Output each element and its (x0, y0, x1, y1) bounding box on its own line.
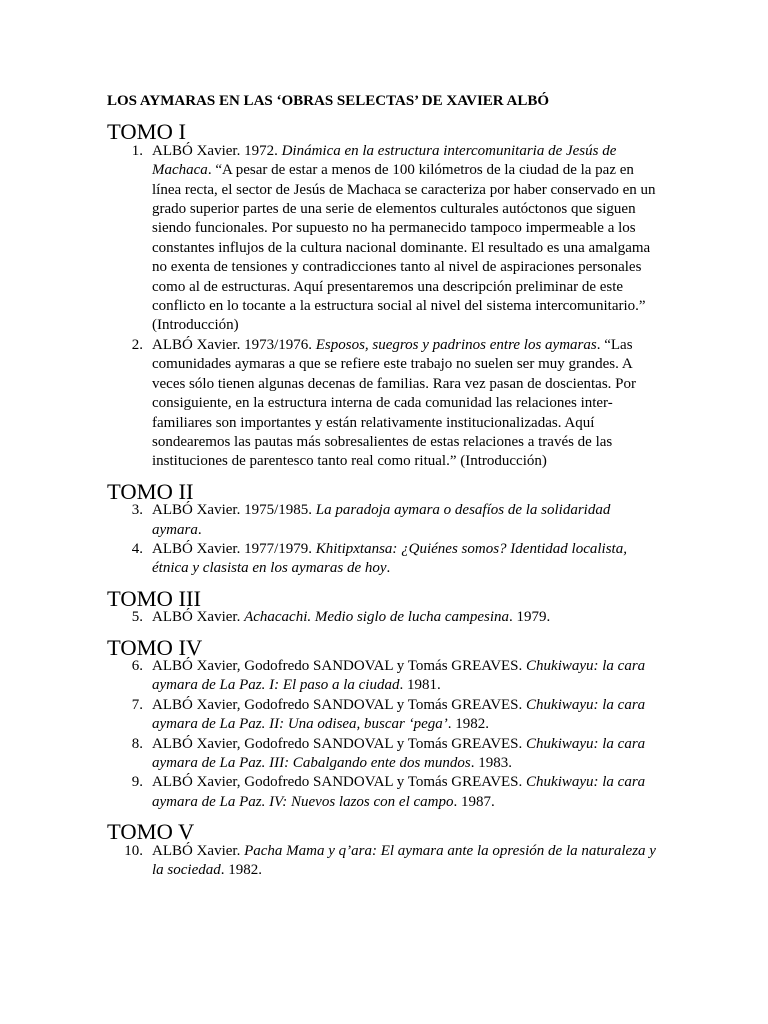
tomo-section-4 (107, 634, 660, 813)
entry-number: 8. (131, 735, 143, 752)
entry-number: 2. (131, 336, 143, 353)
bibliography-entry (107, 142, 660, 336)
bibliography-list (107, 842, 660, 881)
entry-author-year: ALBÓ Xavier. (152, 842, 245, 859)
bibliography-entry (107, 842, 660, 881)
entry-description: . (197, 521, 202, 538)
document-title: LOS AYMARAS EN LAS ‘OBRAS SELECTAS’ DE XAVIER ALBÓ (107, 93, 550, 109)
tomo-heading: TOMO V (107, 819, 195, 845)
bibliography-list (107, 501, 660, 579)
entry-title: Khitipxtansa: ¿Quiénes somos? Identidad localista, étnica y clasista en los aymaras de hoy (152, 540, 627, 577)
entry-description: . 1979. (509, 609, 551, 626)
document-page (107, 92, 660, 880)
entry-number: 5. (131, 609, 143, 626)
tomo-heading: TOMO II (107, 478, 194, 504)
entry-author-year: ALBÓ Xavier, Godofredo SANDOVAL y Tomás GREAVES. (152, 735, 527, 752)
entry-author-year: ALBÓ Xavier. 1973/1976. (152, 336, 316, 353)
bibliography-entry (107, 608, 660, 627)
bibliography-list (107, 657, 660, 812)
entry-number: 10. (124, 842, 143, 859)
tomo-heading: TOMO IV (107, 634, 203, 660)
entry-description: . “A pesar de estar a menos de 100 kilómetros de la ciudad de la paz en línea recta, el sector de Jesús de Machaca se caracteriza por haber conservado en un grado superior partes de una serie de elementos culturales autóctonos que siguen siendo funcionales. Por supuesto no ha permanecido tampoco impermeable a los constantes influjos de la cultura nacional dominante. El resultado es una amalgama no exenta de tensiones y contradicciones tanto al nivel de aspiraciones personales como al de estructuras. Aquí presentaremos una descripción preliminar de este conflicto en lo tocante a la estructura social al nivel del sistema intercomunitario.” (Introducción) (152, 162, 656, 334)
bibliography-entry (107, 501, 660, 540)
entry-title: Chukiwayu: la cara aymara de La Paz. III: Cabalgando ente dos mundos (152, 735, 646, 771)
entry-description: . 1982. (447, 716, 490, 733)
entry-description: . 1983. (470, 755, 512, 771)
entry-description: . (386, 560, 391, 577)
entry-author-year: ALBÓ Xavier, Godofredo SANDOVAL y Tomás GREAVES. (152, 774, 527, 791)
tomo-list (107, 119, 660, 880)
entry-number: 4. (131, 540, 143, 557)
entry-author-year: ALBÓ Xavier. 1972. (152, 142, 282, 159)
entry-description: . 1982. (220, 862, 262, 879)
entry-title: Chukiwayu: la cara aymara de La Paz. II: Una odisea, buscar ‘pega’ (152, 696, 646, 733)
bibliography-entry (107, 657, 660, 696)
bibliography-entry (107, 735, 660, 774)
entry-number: 3. (131, 502, 143, 519)
entry-author-year: ALBÓ Xavier. 1975/1985. (152, 502, 316, 519)
bibliography-entry (107, 696, 660, 735)
entry-title: La paradoja aymara o desafíos de la solidaridad aymara (152, 502, 611, 538)
entry-description: . 1987. (453, 793, 495, 810)
bibliography-list (107, 142, 660, 472)
entry-number: 1. (131, 142, 143, 159)
tomo-section-1 (107, 119, 660, 471)
entry-title: Chukiwayu: la cara aymara de La Paz. IV: Nuevos lazos con el campo (152, 774, 646, 810)
bibliography-entry (107, 773, 660, 812)
bibliography-list (107, 608, 660, 627)
tomo-section-2 (107, 478, 660, 579)
entry-title: Pacha Mama y q’ara: El aymara ante la opresión de la naturaleza y la sociedad (152, 842, 656, 879)
entry-number: 7. (131, 696, 143, 713)
entry-author-year: ALBÓ Xavier, Godofredo SANDOVAL y Tomás GREAVES. (152, 696, 527, 713)
entry-description: . 1981. (399, 677, 441, 694)
tomo-heading: TOMO I (107, 119, 186, 145)
tomo-section-5 (107, 819, 660, 880)
entry-author-year: ALBÓ Xavier. (152, 609, 245, 626)
entry-number: 9. (131, 774, 143, 791)
bibliography-entry (107, 336, 660, 472)
entry-number: 6. (131, 657, 143, 674)
bibliography-entry (107, 540, 660, 579)
entry-title: Chukiwayu: la cara aymara de La Paz. I: El paso a la ciudad (152, 657, 646, 694)
entry-description: . “Las comunidades aymaras a que se refiere este trabajo no suelen ser muy grandes. A veces sólo tienen algunas decenas de familias. Rara vez pasan de doscientas. Por consiguiente, en la estructura interna de cada comunidad las relaciones inter-familiares son importantes y están relativamente institucionalizadas. Aquí sondearemos las pautas más sobresalientes de estas relaciones a través de las instituciones de parentesco tanto real como ritual.” (Introducción) (152, 336, 636, 470)
entry-author-year: ALBÓ Xavier. 1977/1979. (152, 540, 316, 557)
entry-title: Achacachi. Medio siglo de lucha campesina (244, 609, 510, 626)
tomo-section-3 (107, 585, 660, 628)
entry-title: Dinámica en la estructura intercomunitaria de Jesús de Machaca (152, 142, 617, 179)
entry-author-year: ALBÓ Xavier, Godofredo SANDOVAL y Tomás GREAVES. (152, 657, 527, 674)
tomo-heading: TOMO III (107, 585, 201, 611)
entry-title: Esposos, suegros y padrinos entre los aymaras (315, 336, 597, 353)
